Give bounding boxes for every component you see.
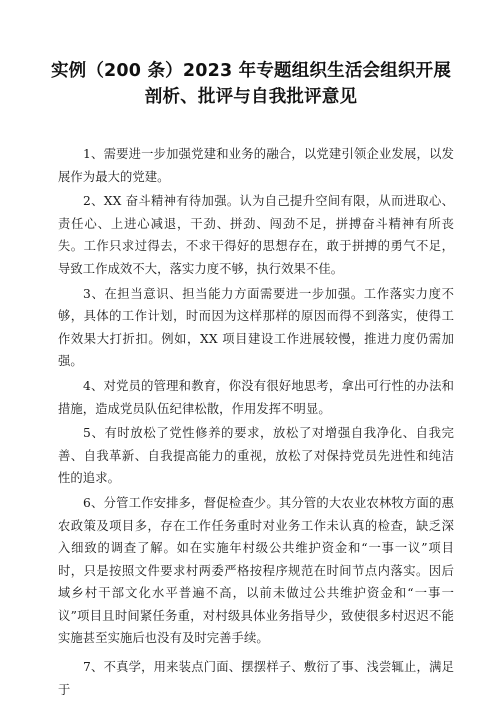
paragraph-2: 2、XX 奋斗精神有待加强。认为自己提升空间有限，从而进取心、责任心、上进心减退，干劲、拼劲、闯劲不足，拼搏奋斗精神有所丧失。工作只求过得去，不求干得好的思想存在，敢于拼搏的勇气不足，导致工作成效不大，落实力度不够，执行效果不佳。: [58, 194, 454, 276]
paragraph-5: 5、有时放松了党性修养的要求，放松了对增强自我净化、自我完善、自我革新、自我提高能力的重视，放松了对保持党员先进性和纯洁性的追求。: [58, 426, 454, 486]
paragraph-3: 3、在担当意识、担当能力方面需要进一步加强。工作落实力度不够，具体的工作计划，时而因为这样那样的原因而得不到落实，使得工作效果大打折扣。例如，XX 项目建设工作进展较慢，推进力度仍需加强。: [58, 286, 454, 369]
paragraph-4: 4、对党员的管理和教育，你没有很好地思考，拿出可行性的办法和措施，造成党员队伍纪律松散，作用发挥不明显。: [58, 378, 454, 416]
paragraph-6: 6、分管工作安排多，督促检查少。其分管的大农业农林牧方面的惠农政策及项目多，存在工作任务重时对业务工作未认真的检查，缺乏深入细致的调查了解。如在实施年村级公共维护资金和“一事一议”项目时，只是按照文件要求村两委严格按程序规范在时间节点内落实。因后域乡村干部文化水平普遍不高，以前未做过公共维护资金和“一事一议”项目且时间紧任务重，对村级具体业务指导少，致使很多村迟迟不能实施甚至实施后也没有及时完善手续。: [58, 495, 454, 646]
paragraph-7: 7、不真学，用来装点门面、摆摆样子、敷衍了事、浅尝辄止，满足于: [58, 660, 454, 697]
title-line-2: 剖析、批评与自我批评意见: [144, 87, 358, 107]
paragraph-1: 1、需要进一步加强党建和业务的融合，以党建引领企业发展，以发展作为最大的党建。: [58, 147, 454, 184]
title-line-1: 实例（200 条）2023 年专题组织生活会组织开展: [50, 61, 452, 81]
document-title: [48, 58, 454, 110]
document-body: [58, 143, 454, 701]
